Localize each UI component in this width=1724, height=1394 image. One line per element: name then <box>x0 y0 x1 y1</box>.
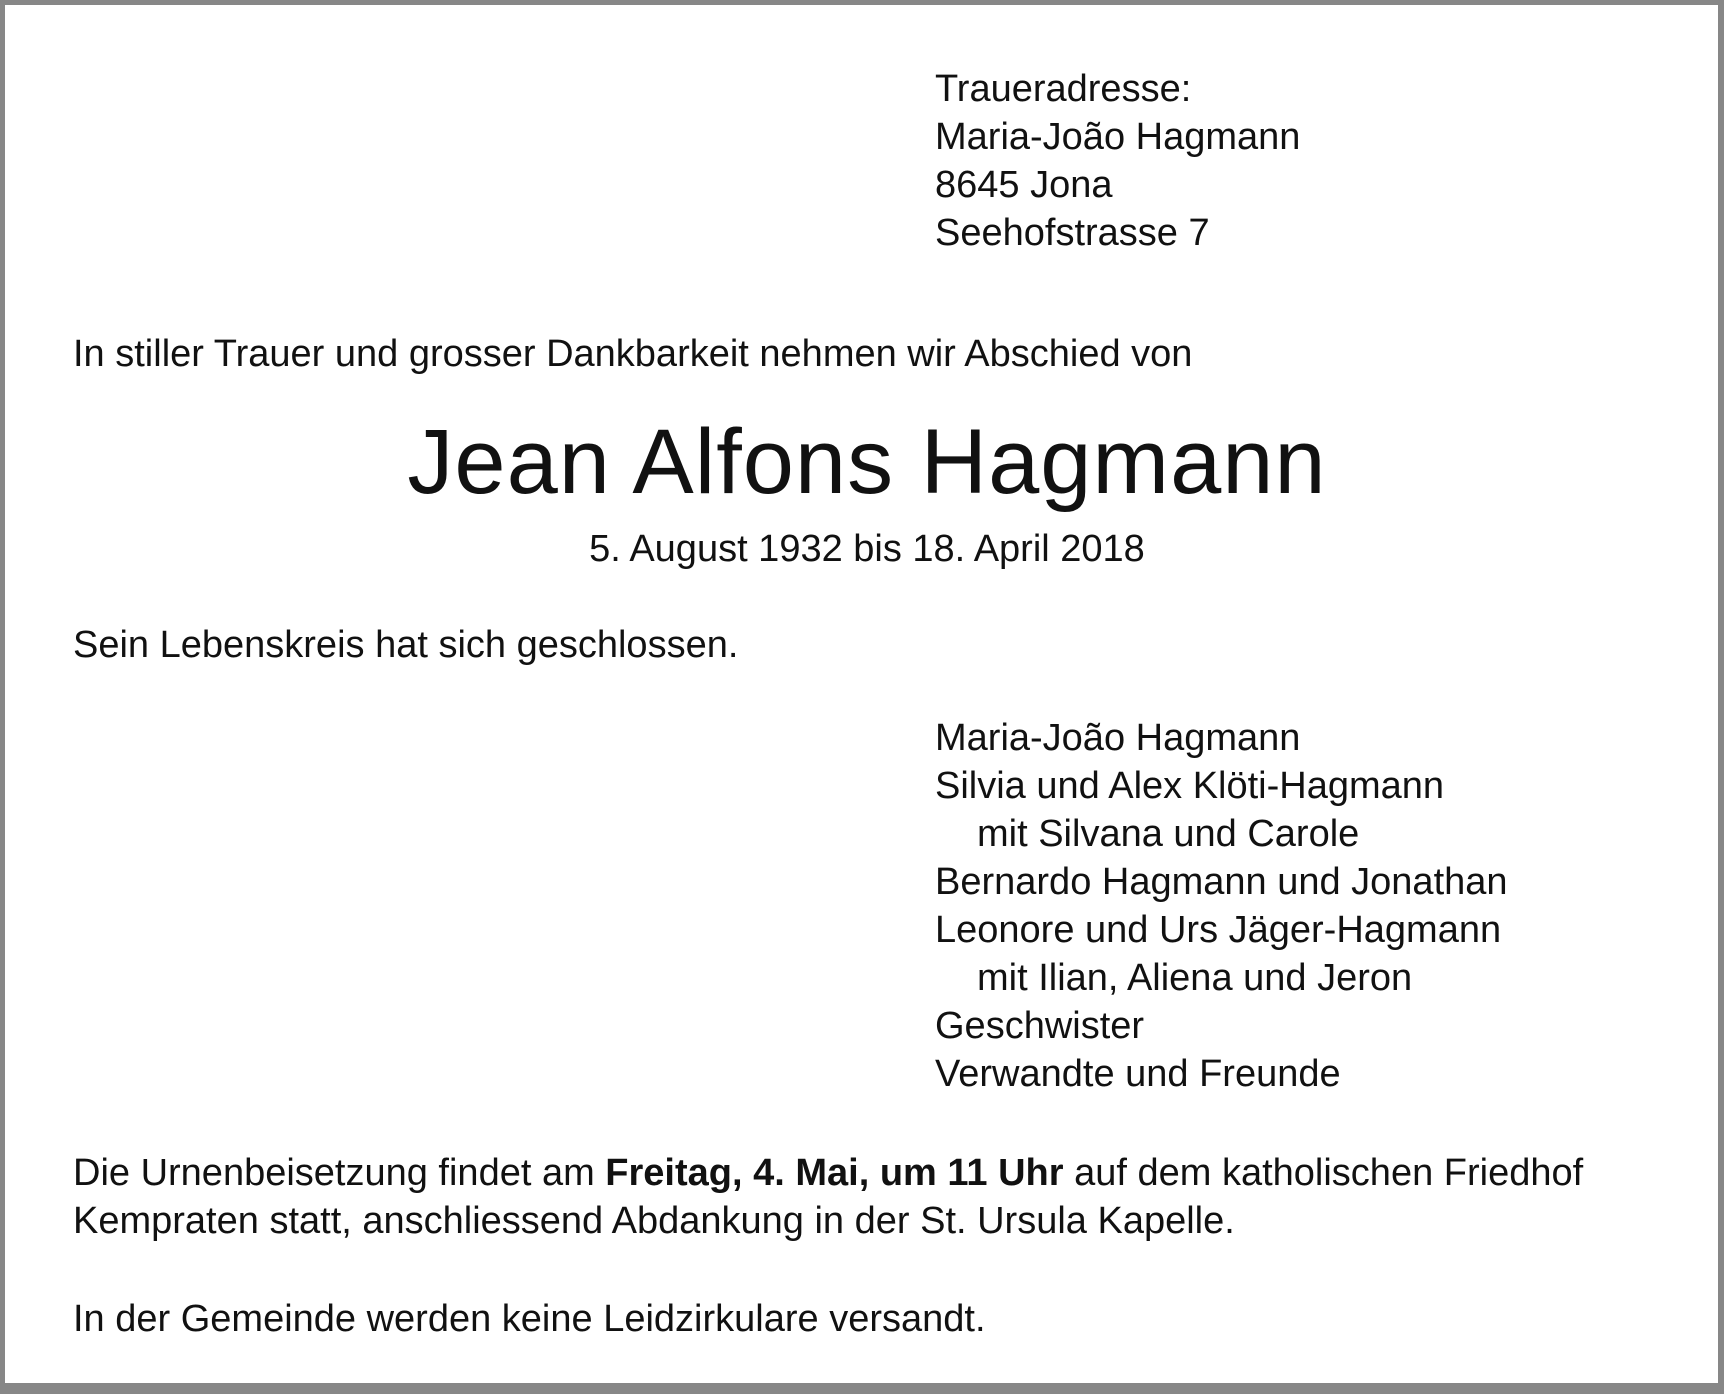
mourner-line-indented: mit Ilian, Aliena und Jeron <box>977 957 1413 999</box>
mourners-list <box>935 714 1508 1098</box>
address-label: Traueradresse: <box>935 68 1192 110</box>
address-street: Seehofstrasse 7 <box>935 212 1210 254</box>
burial-text-before: Die Urnenbeisetzung findet am <box>73 1152 606 1194</box>
deceased-name: Jean Alfons Hagmann <box>407 411 1327 513</box>
mourner-line: Bernardo Hagmann und Jonathan <box>935 861 1508 903</box>
burial-info <box>73 1149 1583 1245</box>
life-dates: 5. August 1932 bis 18. April 2018 <box>589 528 1145 570</box>
mourner-line: Geschwister <box>935 1005 1145 1047</box>
mourner-line: Verwandte und Freunde <box>935 1053 1341 1095</box>
intro-text: In stiller Trauer und grosser Dankbarkeit nehmen wir Abschied von <box>73 333 1193 375</box>
burial-text-after: auf dem katholischen Friedhof <box>1063 1152 1584 1194</box>
burial-line-2: Kempraten statt, anschliessend Abdankung in der St. Ursula Kapelle. <box>73 1200 1235 1242</box>
mourner-line: Leonore und Urs Jäger-Hagmann <box>935 909 1502 951</box>
mourning-address <box>935 65 1300 257</box>
burial-date-time: Freitag, 4. Mai, um 11 Uhr <box>605 1152 1064 1194</box>
burial-line-1 <box>73 1149 1583 1197</box>
address-name: Maria-João Hagmann <box>935 116 1301 158</box>
circular-notice: In der Gemeinde werden keine Leidzirkulare versandt. <box>73 1298 986 1340</box>
mourner-line-indented: mit Silvana und Carole <box>977 813 1360 855</box>
mourner-line: Maria-João Hagmann <box>935 717 1301 759</box>
address-city: 8645 Jona <box>935 164 1113 206</box>
quote-text: Sein Lebenskreis hat sich geschlossen. <box>73 624 739 666</box>
mourner-line: Silvia und Alex Klöti-Hagmann <box>935 765 1445 807</box>
